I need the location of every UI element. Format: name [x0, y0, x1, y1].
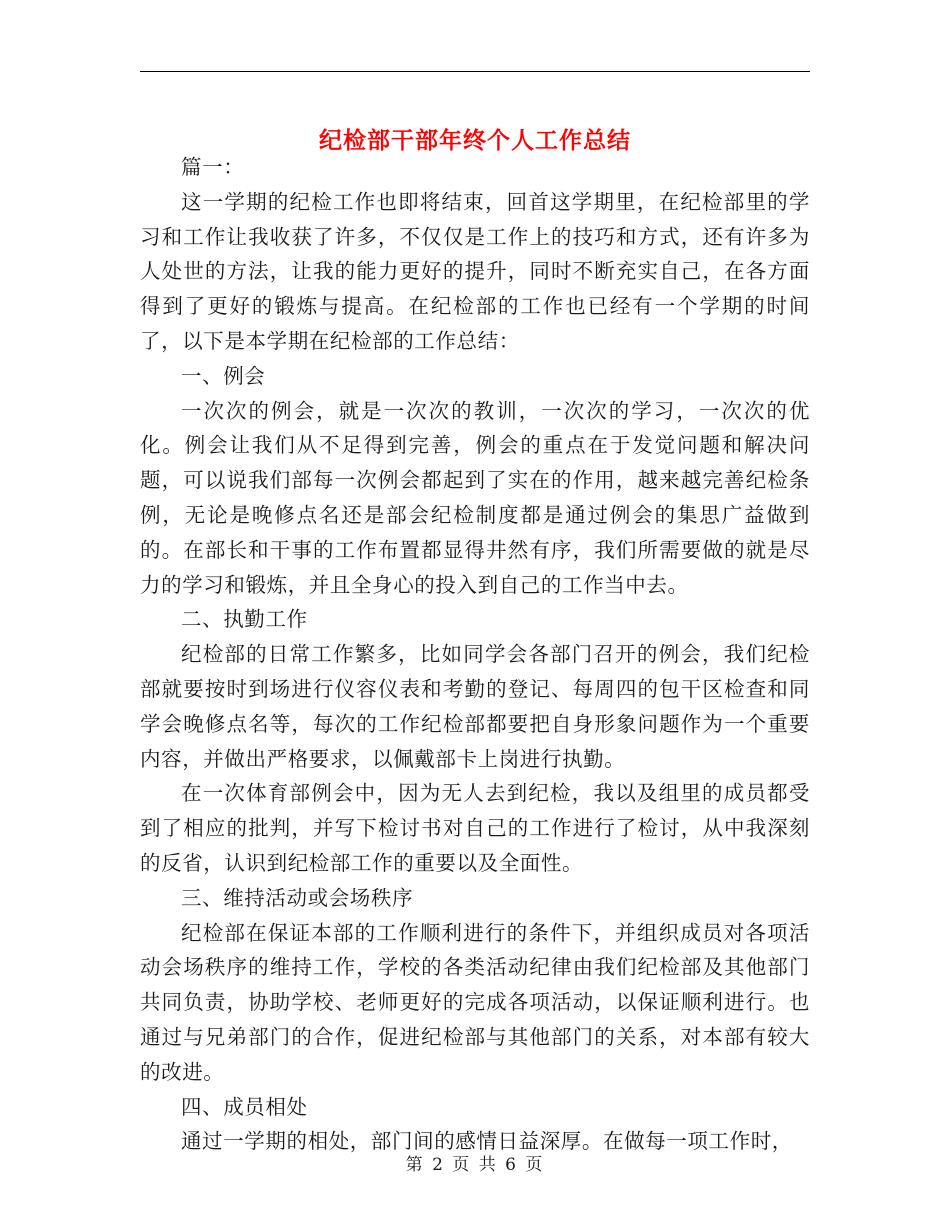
document-body	[140, 150, 810, 1159]
heading-member-relations: 四、成员相处	[181, 1094, 308, 1119]
paragraph-sports-meeting: 在一次体育部例会中，因为无人去到纪检，我以及组里的成员都受到了相应的批判，并写下检讨书对自己的工作进行了检讨，从中我深刻的反省，认识到纪检部工作的重要以及全面性。	[140, 781, 810, 875]
document-title: 纪检部干部年终个人工作总结	[319, 127, 631, 155]
header-rule	[140, 71, 810, 72]
heading-meeting: 一、例会	[181, 363, 266, 388]
paragraph-intro: 这一学期的纪检工作也即将结束，回首这学期里，在纪检部里的学习和工作让我收获了许多，不仅仅是工作上的技巧和方式，还有许多为人处世的方法，让我的能力更好的提升，同时不断充实自己，在各方面得到了更好的锻炼与提高。在纪检部的工作也已经有一个学期的时间了，以下是本学期在纪检部的工作总结：	[140, 189, 810, 353]
page-number: 第 2 页 共 6 页	[405, 1155, 545, 1175]
paragraph-member-relations: 通过一学期的相处，部门间的感情日益深厚。在做每一项工作时，	[181, 1129, 793, 1154]
paragraph-meeting: 一次次的例会，就是一次次的教训，一次次的学习，一次次的优化。例会让我们从不足得到完善，例会的重点在于发觉问题和解决问题，可以说我们部每一次例会都起到了实在的作用，越来越完善纪检条例，无论是晚修点名还是部会纪检制度都是通过例会的集思广益做到的。在部长和干事的工作布置都显得井然有序，我们所需要做的就是尽力的学习和锻炼，并且全身心的投入到自己的工作当中去。	[140, 398, 810, 597]
paragraph-order-maintenance: 纪检部在保证本部的工作顺利进行的条件下，并组织成员对各项活动会场秩序的维持工作，学校的各类活动纪律由我们纪检部及其他部门共同负责，协助学校、老师更好的完成各项活动，以保证顺利进行。也通过与兄弟部门的合作，促进纪检部与其他部门的关系，对本部有较大的改进。	[140, 920, 810, 1084]
paragraph-duty-work: 纪检部的日常工作繁多，比如同学会各部门召开的例会，我们纪检部就要按时到场进行仪容仪表和考勤的登记、每周四的包干区检查和同学会晚修点名等，每次的工作纪检部都要把自身形象问题作为一个重要内容，并做出严格要求，以佩戴部卡上岗进行执勤。	[140, 642, 810, 771]
paragraph-section-label: 篇一：	[181, 155, 245, 179]
heading-order-maintenance: 三、维持活动或会场秩序	[181, 885, 414, 910]
heading-duty-work: 二、执勤工作	[181, 607, 308, 632]
